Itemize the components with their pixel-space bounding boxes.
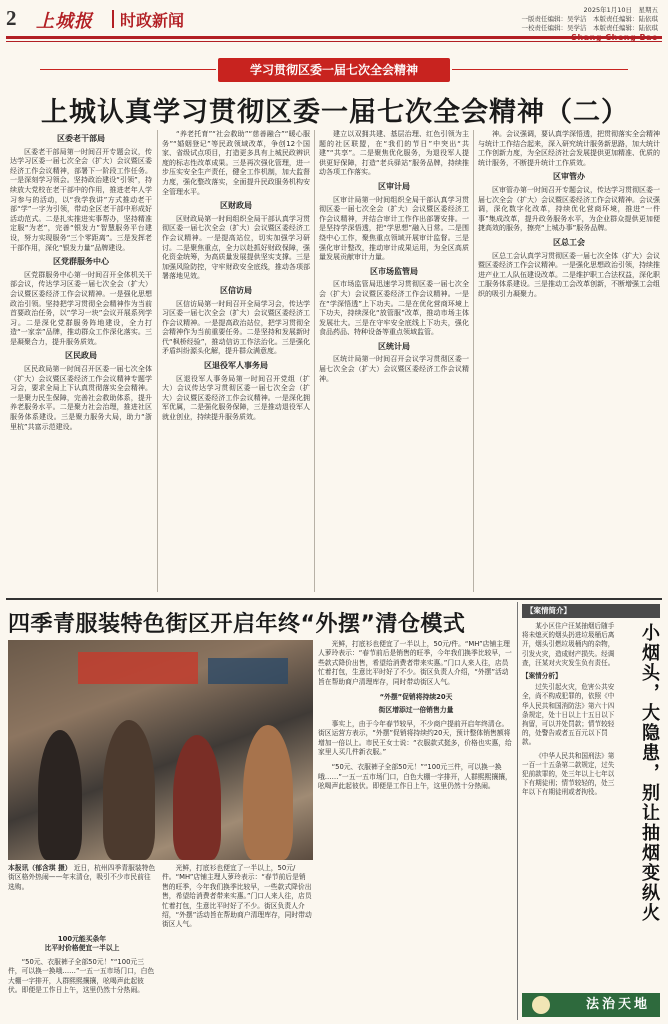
article-column-1	[10, 130, 152, 590]
photo-caption	[8, 864, 156, 892]
story2-subhead-block	[8, 935, 156, 954]
story2-paragraph: 光鲜，打底衫也便宜了一半以上，50元/件。“MH”店铺主理人萝玲表示：“春节前后是销售的旺季，今年我们换季比较早，一些款式降价出售，希望给消费者带来实惠。”门口人来人往，店员忙着打包，生意比平时好了不少。街区负责人介绍，“外摆”活动旨在帮助商户清理库存，同时带动街区人气。	[318, 640, 512, 686]
column-paragraph: 区总工会认真学习贯彻区委一届七次全体（扩大）会议暨区委经济工作会议精神。一是强化思想政治引领，持续推进产业工人队伍建设改革。二是维护职工合法权益，深化职工服务体系建设。三是推动工会改革创新，不断增强工会组织的吸引力凝聚力。	[478, 251, 660, 298]
column-subhead: 区总工会	[553, 237, 585, 247]
column-paragraph: 区财政局第一时间组织全局干部认真学习贯彻区委一届七次全会（扩大）会议暨区委经济工作会议精神。一是提高站位，切实加强学习研讨。二是聚焦重点，全力以赴抓好财政保障，强化资金统筹，为高质量发展提供坚实支撑。三是加强风险防控，守牢财政安全底线，推动各项部署落地见效。	[162, 214, 310, 281]
column-paragraph: 区党群服务中心第一时间召开全体机关干部会议，传达学习区委一届七次全会（扩大）会议暨区委经济工作会议精神。一是强化思想政治引领。坚持把学习贯彻全会精神作为当前首要政治任务，以“学习一块”会议开展系列学习。二是深化党群服务阵地建设，全力打造“一家亲”品牌，推动群众工作深化落实。三是凝聚合力，提升服务质效。	[10, 270, 152, 346]
story2-subhead: “外摆”促销将持续20天	[379, 693, 453, 702]
column-divider	[473, 130, 474, 592]
page-number: 2	[6, 6, 17, 30]
sidebar-body	[522, 622, 620, 992]
column-subhead: 区委老干部局	[57, 134, 105, 143]
caption-credit: 本报讯（郁含琪 摄）	[8, 864, 72, 872]
photo-figure	[38, 730, 82, 860]
story2-right-column	[318, 640, 514, 1020]
photo-red-sign	[78, 652, 198, 684]
column-paragraph: 区审管办第一时间召开专题会议，传达学习贯彻区委一届七次全会（扩大）会议暨区委经济工作会议精神。会议强调，深化数字化改革，持续优化营商环境，推进“一件事”集成改革，提升政务服务水平，为企业群众提供更加便捷高效的服务，擦亮“上城办事”服务品牌。	[478, 185, 660, 233]
column-paragraph: 建立以双拥共建、基层治理、红色引领为主题的社区联盟，在“我们的节日”中突出“共建”“共享”。二是聚焦优化服务，为退役军人提供更好保障，打造“老兵驿站”服务品牌，持续推动各项工作落实。	[319, 130, 469, 177]
law-badge-label: 法治天地	[585, 997, 650, 1012]
sidebar-divider	[517, 602, 518, 1020]
story2-paragraph: 事实上，由于今年春节较早，不少商户提前开启年终清仓。街区运营方表示，“外摆”促销将持续约20天，预计整体销售额将增加一倍以上。市民王女士说：“衣服款式挺多，价格也实惠，给家里人买几件新衣服。”	[318, 719, 512, 757]
topic-banner: 学习贯彻区委一届七次全会精神	[218, 58, 450, 82]
story2-subhead: 比平时价格便宜一半以上	[44, 944, 120, 953]
photo-blue-sign	[208, 658, 288, 684]
caption-text: 近日，杭州四季青服装特色街区格外热闹——年末清仓，吸引不少市民前往选购。	[8, 864, 156, 891]
story2-paragraph: “50元、衣服裤子全部50元！”“100元三件，可以换一换哦……”一五一五市场门口，白色大棚一字排开，人群熙熙攘攘，吆喝声此起彼伏。即便是工作日上午，这里仍然十分热闹。	[318, 763, 512, 791]
column-paragraph: 区委老干部局第一时间召开专题会议，传达学习区委一届七次全会（扩大）会议暨区委经济工作会议精神，部署下一阶段工作任务。一是深刻学习领会。坚持政治建设“引领”，持续放大党校在老干部中的作用，推进老年人学习参与的活动，以“我学我讲”方式推动老干部“学”一字为引领，带动全区老干部中形成好活动范式。二是扎实推进实事帮办，坚持精准定服“为老”，完善“银发力”智慧服务平台建设，努力实现服务“三个零距离”。三是发挥老干部作用，深化“银发力量”品牌建设。	[10, 147, 152, 252]
column-divider	[314, 130, 315, 592]
sidebar-paragraph: 过失引起火灾，危害公共安全，尚不构成犯罪的，依照《中华人民共和国消防法》第六十四条规定，处十日以上十五日以下拘留，可以并处罚款；情节较轻的，处警告或者五百元以下罚款。	[522, 683, 615, 747]
scale-icon	[532, 996, 550, 1014]
street-photo	[8, 640, 313, 860]
sidebar-paragraph: 某小区住户汪某抽烟后随手将未熄灭的烟头扔进垃圾桶后离开，烟头引燃垃圾桶内的杂物，引发火灾，造成财产损失。经调查，汪某对火灾发生负有责任。	[522, 622, 615, 667]
editor-line: 一版责任编辑：吴学洁 本版责任编辑：陆依琪	[521, 15, 658, 23]
article-column-3	[319, 130, 469, 590]
banner-rule-right	[452, 69, 628, 70]
story2-headline[interactable]: 四季青服装特色街区开启年终“外摆”清仓模式	[8, 612, 466, 637]
column-subhead: 区退役军人事务局	[204, 361, 268, 371]
column-divider	[157, 130, 158, 592]
column-paragraph: “养老托育”“社会救助”“慈善融合”“暖心服务”“婚姻登记”等民政领域改革，争创12个国家、省级试点项目，打造更多具有上城民政辨识度的标志性改革成果。三是再次强化管理，进一步压实安全生产责任，健全工作机制，加大监督力度，强化整改落实，全面提升民政服务机构安全管理水平。	[162, 130, 310, 196]
main-headline[interactable]: 上城认真学习贯彻区委一届七次全会精神（二）	[41, 97, 629, 128]
story2-subhead: 100元能买条年	[57, 935, 107, 943]
sidebar-vertical-title[interactable]: 小烟头，大隐患，别让抽烟变纵火	[639, 623, 660, 923]
column-paragraph: 区统计局第一时间召开会议学习贯彻区委一届七次全会（扩大）会议暨区委经济工作会议精神。	[319, 355, 469, 383]
photo-figure	[173, 735, 221, 860]
story2-body-mid: 光鲜，打底衫也便宜了一半以上，50元/件。“MH”店铺主理人萝玲表示：“春节前后是销售的旺季，今年我们换季比较早，一些款式降价出售，希望给消费者带来实惠。”门口人来人往，店员忙着打包，生意比平时好了不少。街区负责人介绍，“外摆”活动旨在帮助商户清理库存，同时带动街区人气。	[162, 864, 312, 929]
column-subhead: 区民政局	[65, 351, 97, 361]
article-column-2	[162, 130, 310, 590]
law-column-badge	[522, 993, 660, 1017]
masthead-thin-rule	[6, 41, 662, 42]
editor-line-2: 一校责任编辑：吴学洁 本版责任编辑：陆依琪	[521, 24, 658, 32]
date-line: 2025年1月10日 星期五	[583, 6, 658, 14]
photo-figure	[103, 720, 155, 860]
column-paragraph: 区审计局第一时间组织全局干部认真学习贯彻区委一届七次全会（扩大）会议暨区委经济工作会议精神，并结合审计工作作出部署安排。一是坚持学深悟透，把“学思想”融入日常。二是围绕中心工作，聚焦重点领域开展审计监督。三是强化审计整改，推动审计成果运用，为全区高质量发展贡献审计力量。	[319, 195, 469, 262]
paper-name-logo: 上城报	[36, 11, 93, 32]
column-paragraph: 区信访局第一时间召开全局学习会，传达学习区委一届七次全会（扩大）会议暨区委经济工作会议精神。一是提高政治站位，把学习贯彻全会精神作为当前重要任务。二是坚持和发展新时代“枫桥经验”，推动信访工作法治化。三是强化矛盾纠纷源头化解，提升群众满意度。	[162, 299, 310, 356]
column-subhead: 区信访局	[220, 285, 252, 295]
column-paragraph: 区市场监管局迅速学习贯彻区委一届七次全会（扩大）会议暨区委经济工作会议精神。一是在“学深悟透”上下功夫。二是在优化营商环境上下功夫，持续深化“放管服”改革，推动市场主体发展壮大。三是在守牢安全底线上下功夫，强化食品药品、特种设备等重点领域监管。	[319, 280, 469, 337]
sidebar-header: 【案情简介】	[522, 604, 660, 618]
column-subhead: 区党群服务中心	[53, 257, 109, 267]
banner-rule-left	[40, 69, 216, 70]
story2-body-left: “50元、衣服裤子全部50元！”“100元三件，可以换一换哦……”一五一五市场门口，白色大棚一字排开，人群熙熙攘攘，吆喝声此起彼伏。即便是工作日上午，这里仍然十分热闹。	[8, 958, 155, 995]
column-subhead: 区统计局	[378, 341, 410, 351]
masthead-rule	[6, 36, 662, 39]
column-paragraph: 神。会议强调，要认真学深悟透，把贯彻落实全会精神与统计工作结合起来，深入研究统计服务新思路，加大统计工作创新力度，为全区经济社会发展提供更加精准、优质的统计服务，不断提升统计工作质效。	[478, 130, 660, 167]
masthead-divider	[112, 10, 114, 28]
sidebar-paragraph: 《中华人民共和国刑法》第一百一十五条第二款规定，过失犯前款罪的，处三年以上七年以下有期徒刑；情节较轻的，处三年以下有期徒刑或者拘役。	[522, 751, 615, 797]
photo-figure	[243, 725, 293, 860]
section-name: 时政新闻	[120, 11, 185, 30]
story2-subhead: 街区增添过一倍销售力量	[378, 706, 454, 715]
section-separator	[6, 598, 662, 600]
column-subhead: 区市场监管局	[370, 266, 418, 276]
column-subhead: 区财政局	[220, 201, 252, 211]
column-subhead: 区审计局	[378, 181, 410, 191]
article-column-4	[478, 130, 660, 590]
column-paragraph: 区民政局第一时间召开区委一届七次全体（扩大）会议暨区委经济工作会议精神专题学习会，要求全局上下认真贯彻落实全会精神。一是聚力民生保障，完善社会救助体系，提升养老服务水平。二是聚力社会治理，推进社区服务体系建设。三是聚力服务大局，助力“浙里杭”共富示范建设。	[10, 365, 152, 431]
column-subhead: 区审管办	[553, 172, 585, 182]
column-paragraph: 区退役军人事务局第一时间召开党组（扩大）会议传达学习贯彻区委一届七次全会（扩大）会议暨区委经济工作会议精神。一是深化拥军优属，二是强化服务保障，三是推动退役军人就业创业，持续提升服务质效。	[162, 374, 310, 422]
sidebar-subhead: 【案情分析】	[522, 672, 562, 681]
